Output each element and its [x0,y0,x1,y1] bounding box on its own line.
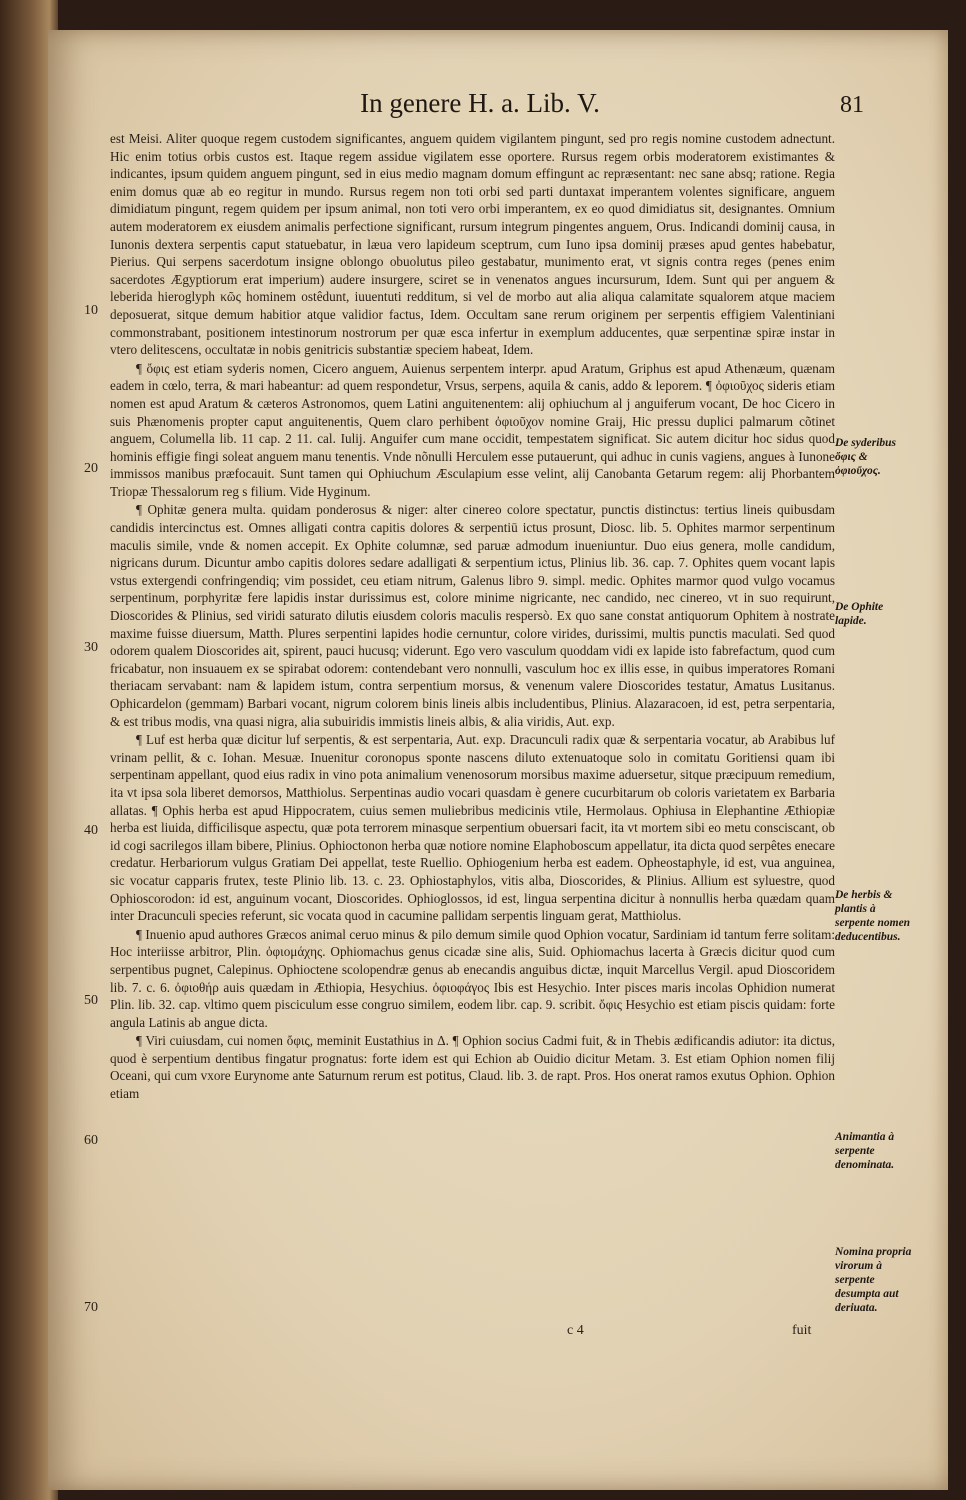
catchword: fuit [792,1323,812,1338]
marginal-note: Nomina propria virorum à serpente desumpta aut deriuata. [835,1246,912,1314]
signature-mark: c 4 [567,1323,584,1338]
marginal-note: Animantia à serpente denominata. [835,1131,895,1171]
line-number: 20 [84,461,98,476]
marginal-note: De syderibus ὄφις & ὀφιοῦχος. [835,437,897,477]
paragraph: ¶ Luf est herba quæ dicitur luf serpentis, & est serpentaria, Aut. exp. Dracunculi radix quæ & serpentaria vocatur, ab Arabibus luf vrinam pellit, & c. Iohan. Mesuæ. Inuenitur coronopus sponte nascens diluto extenuatoque solo in comitatu Goritiensi quam ibi serpentinam appellant, quod eius radix in vino pota animalium venenosorum morsibus maxime aduersetur, sitque præcipuum remedium, ita vt ipsa sola liberet demorsos, Matthiolus. Serpentinas audio vocari quasdam è genere cucurbitarum ob coloris varietatem ex Barbaria allatas. ¶ Ophis herba est apud Hippocratem, cuius semen muliebribus medicinis vtile, Hermolaus. Ophiusa in Elephantine Æthiopiæ herba est liuida, difficilisque aspectu, quæ pota terrorem minasque serpentium obuersari facit, ita vt mortem sibi eo metu consciscant, ob id cogi sacrilegos illam bibere, Plinius. Ophioctonon herba quæ notiore nomine Elaphoboscum appellatur, ita dicta quod serpêtes enecare credatur. Herbariorum vulgus Gratiam Dei appellat, teste Ruellio. Ophiogenium herba est eadem. Opheostaphyle, id est, vua anguinea, sic vocatur capparis frutex, teste Plinio lib. 13. c. 23. Ophiostaphylos, vitis alba, Dioscorides, & Plinius. Allium est syluestre, quod Ophioscorodon: id est, anguinum vocant, Dioscorides. Ophioglossos, id est, lingua serpentina dicitur à nonnullis herba quædam quam inter Dracunculi species referunt, sic vocata quod in cacumine pallidam serpentis linguam gerat, Matthiolus. [110,732,835,924]
main-text [110,130,835,1104]
line-number: 60 [84,1133,98,1148]
line-number: 40 [84,823,98,838]
paragraph: est Meisi. Aliter quoque regem custodem significantes, anguem quidem vigilantem pingunt, sed pro regis nomine custodem adnectunt. Hic enim totius orbis custos est. Itaque regem assidue vigilatem esse oportere. Rursus regem orbis moderatorem existimantes & indicantes, ipsum quidem anguem pingunt, sed in eius medio magnam domum effingunt ac repræsentant: nec sane absq; ratione. Regia enim domus quæ ab eo regitur in mundo. Rursus regem non toti orbi sed parti duntaxat imperantem volentes significare, anguem dimidiatum pingunt, regem quidem per ipsum animal, non toti vero orbi imperantem, ex eo quod dimidiatus sit, designantes. Omnium autem moderatorem ex eiusdem animalis perfectione significant, rursum integrum pingentes anguem, Orus. Indicandi dominij causa, in Iunonis dextera serpentis caput statuebatur, in læua vero lapideum sceptrum, cum Iuno ipsa dominij præses apud gentes habebatur, Pierius. Qui serpens sacerdotum insigne oblongo obuolutus pileo gestabatur, munimento erat, vt signis contra reges (penes enim sacerdotes Ægyptiorum erat imperium) audere insurgere, sciret se in venenatos angues incursurum, Idem. Sunt qui per anguem & leberida hieroglyph κῶς hominem ostêdunt, iuuentuti redditum, si vel de morbo aut alia aliqua calamitate squalorem atque maciem deposuerat, sitque demum habitior atque validior factus, Idem. Occultam sane rerum originem per serpentis effigiem Valentiniani commonstrabant, positionem intestinorum nostrorum per quæ esca infertur in exemplum adducentes, quæ serpentinæ spiræ instar in vtero delitescens, occultatæ in nobis genitricis substantiæ speciem habeat, Idem. [110,131,835,358]
marginal-note: De herbis & plantis à serpente nomen deducentibus. [835,889,911,943]
marginal-note: De Ophite lapide. [835,601,884,627]
line-number: 30 [84,640,98,655]
paragraph: ¶ Ophitæ genera multa. quidam ponderosus & niger: alter cinereo colore spectatur, punctis distinctus: tertius lineis quibusdam candidis intercinctus est. Omnes alligati contra capitis dolores & serpentiū ictus prosunt, Diosc. lib. 5. Ophites marmor serpentinum maculis simile, vnde & nomen accepit. Ex Ophite columnæ, sed paruæ admodum inueniuntur. Duo eius genera, molle candidum, nigricans durum. Dicuntur ambo capitis dolores sedare adalligati & serpentium ictus, Plinius lib. 36. cap. 7. Ophites quem vocant lapis vstus extergendi confringendiq; vim possidet, ceu etiam nitrum, Galenus libro 9. simpl. medic. Ophites marmor quod vulgo vocamus serpentinum, porphyritæ fere lapidis instar durissimus est, colore minime nigricante, nec candido, nec cinereo, vt in suo requirunt, Dioscorides & Plinius, sed viridi saturato dilutis eiusdem coloris maculis respersò. Ex quo sane constat antiquorum Ophitem à nostrate maxime fuisse diuersum, Matth. Plures serpentini lapides hodie cernuntur, colore virides, durissimi, multis punctis maculati. Sed quod odorem qualem Dioscorides ait, spirent, pauci hucusq; viderunt. Ego vero vasculum quoddam vidi ex lapide isto fabrefactum, quod cum fricabatur, non insuauem ex se spirabat odorem: contendebant vero nonnulli, vasculum hoc ex illis esse, in quibus imperatores Romani theriacam servabant: nam & lapidem istum, contra serpentium morsus, & venenum valere Dioscorides testatur, Amatus Lusitanus. Ophicardelon (gemmam) Barbari vocant, nigrum colorem binis lineis albis includentibus, Plinius. Alazaracoen, id est, petra serpentaria, & est tribus modis, vna quasi nigra, alia subuiridis immistis lineis albis, & alia viridis, Aut. exp. [110,502,835,729]
line-number: 10 [84,303,98,318]
folio-number: 81 [840,92,864,118]
running-head: In genere H. a. Lib. V. [360,88,600,118]
paragraph: ¶ Viri cuiusdam, cui nomen ὄφις, meminit Eustathius in Δ. ¶ Ophion socius Cadmi fuit, & in Thebis ædificandis adiutor: ita dictus, quod è serpentium dentibus fingatur prognatus: forte idem est qui Echion ab Ouidio dicitur Metam. 3. Est etiam Ophion nomen filij Oceani, qui cum vxore Eurynome ante Saturnum rerum est potitus, Claud. lib. 3. de rapt. Pros. Hos onerat ramos exutus Ophion. Ophion etiam [110,1033,835,1102]
line-number: 70 [84,1300,98,1315]
line-number: 50 [84,993,98,1008]
paragraph: ¶ ὄφις est etiam syderis nomen, Cicero anguem, Auienus serpentem interpr. apud Aratum, Griphus est apud Athenæum, quænam eadem in cœlo, terra, & mari habeantur: ad quem respondetur, Vrsus, serpens, aquila & canis, addo & leporem. ¶ ὀφιοῦχος sideris etiam nomen est apud Aratum & cæteros Astronomos, quem Latini anguitenentem: alij ophiuchum al j anguiferum vocant, De hoc Cicero in suis Phænomenis propter caput anguitenentis, Quem claro perhibent ὀφιοῦχον nomine Graij, Hic pressu duplici palmarum cõtinet anguem, Columella lib. 11 cap. 2 11. cal. Iulij. Anguifer cum mane occidit, tempestatem significat. Sic autem dicitur hoc sidus quod hominis effigie fingi soleat anguem manu tenentis. Vnde nõnulli Herculem esse putauerunt, qui adhuc in cunis vagiens, angues à Iunone immissos manibus præfocauit. Sunt tamen qui Ophiuchum Æsculapium esse velint, alij Canobanta Getarum regem: alij Phorbantem Triopæ Thessalorum reg s filium. Vide Hyginum. [110,360,835,499]
paragraph: ¶ Inuenio apud authores Græcos animal ceruo minus & pilo demum simile quod Ophion vocatur, Sardiniam id tantum ferre solitam: Hoc interiisse arbitror, Plin. ὀφιομάχης. Ophiomachus genus cicadæ sine alis, Suid. Ophiomachus lacerta à Græcis dicitur quod cum serpentibus pugnet, Calepinus. Ophioctene scolopendræ genus ab enecandis anguibus dictæ, inquit Marcellus Vergil. apud Dioscoridem lib. 7. c. 6. ὀφιοθήρ auis quædam in Æthiopia, Hesychius. ὀφιοφάγος Ibis est Hesychio. Inter pisces maris incolas Ophidion numerat Plin. lib. 32. cap. vltimo quem pisciculum esse congruo similem, eodem libr. cap. 9. scribit. ὄφις Hesychio est etiam piscis quidam: forte angula Latinis ab angue dicta. [110,926,835,1030]
